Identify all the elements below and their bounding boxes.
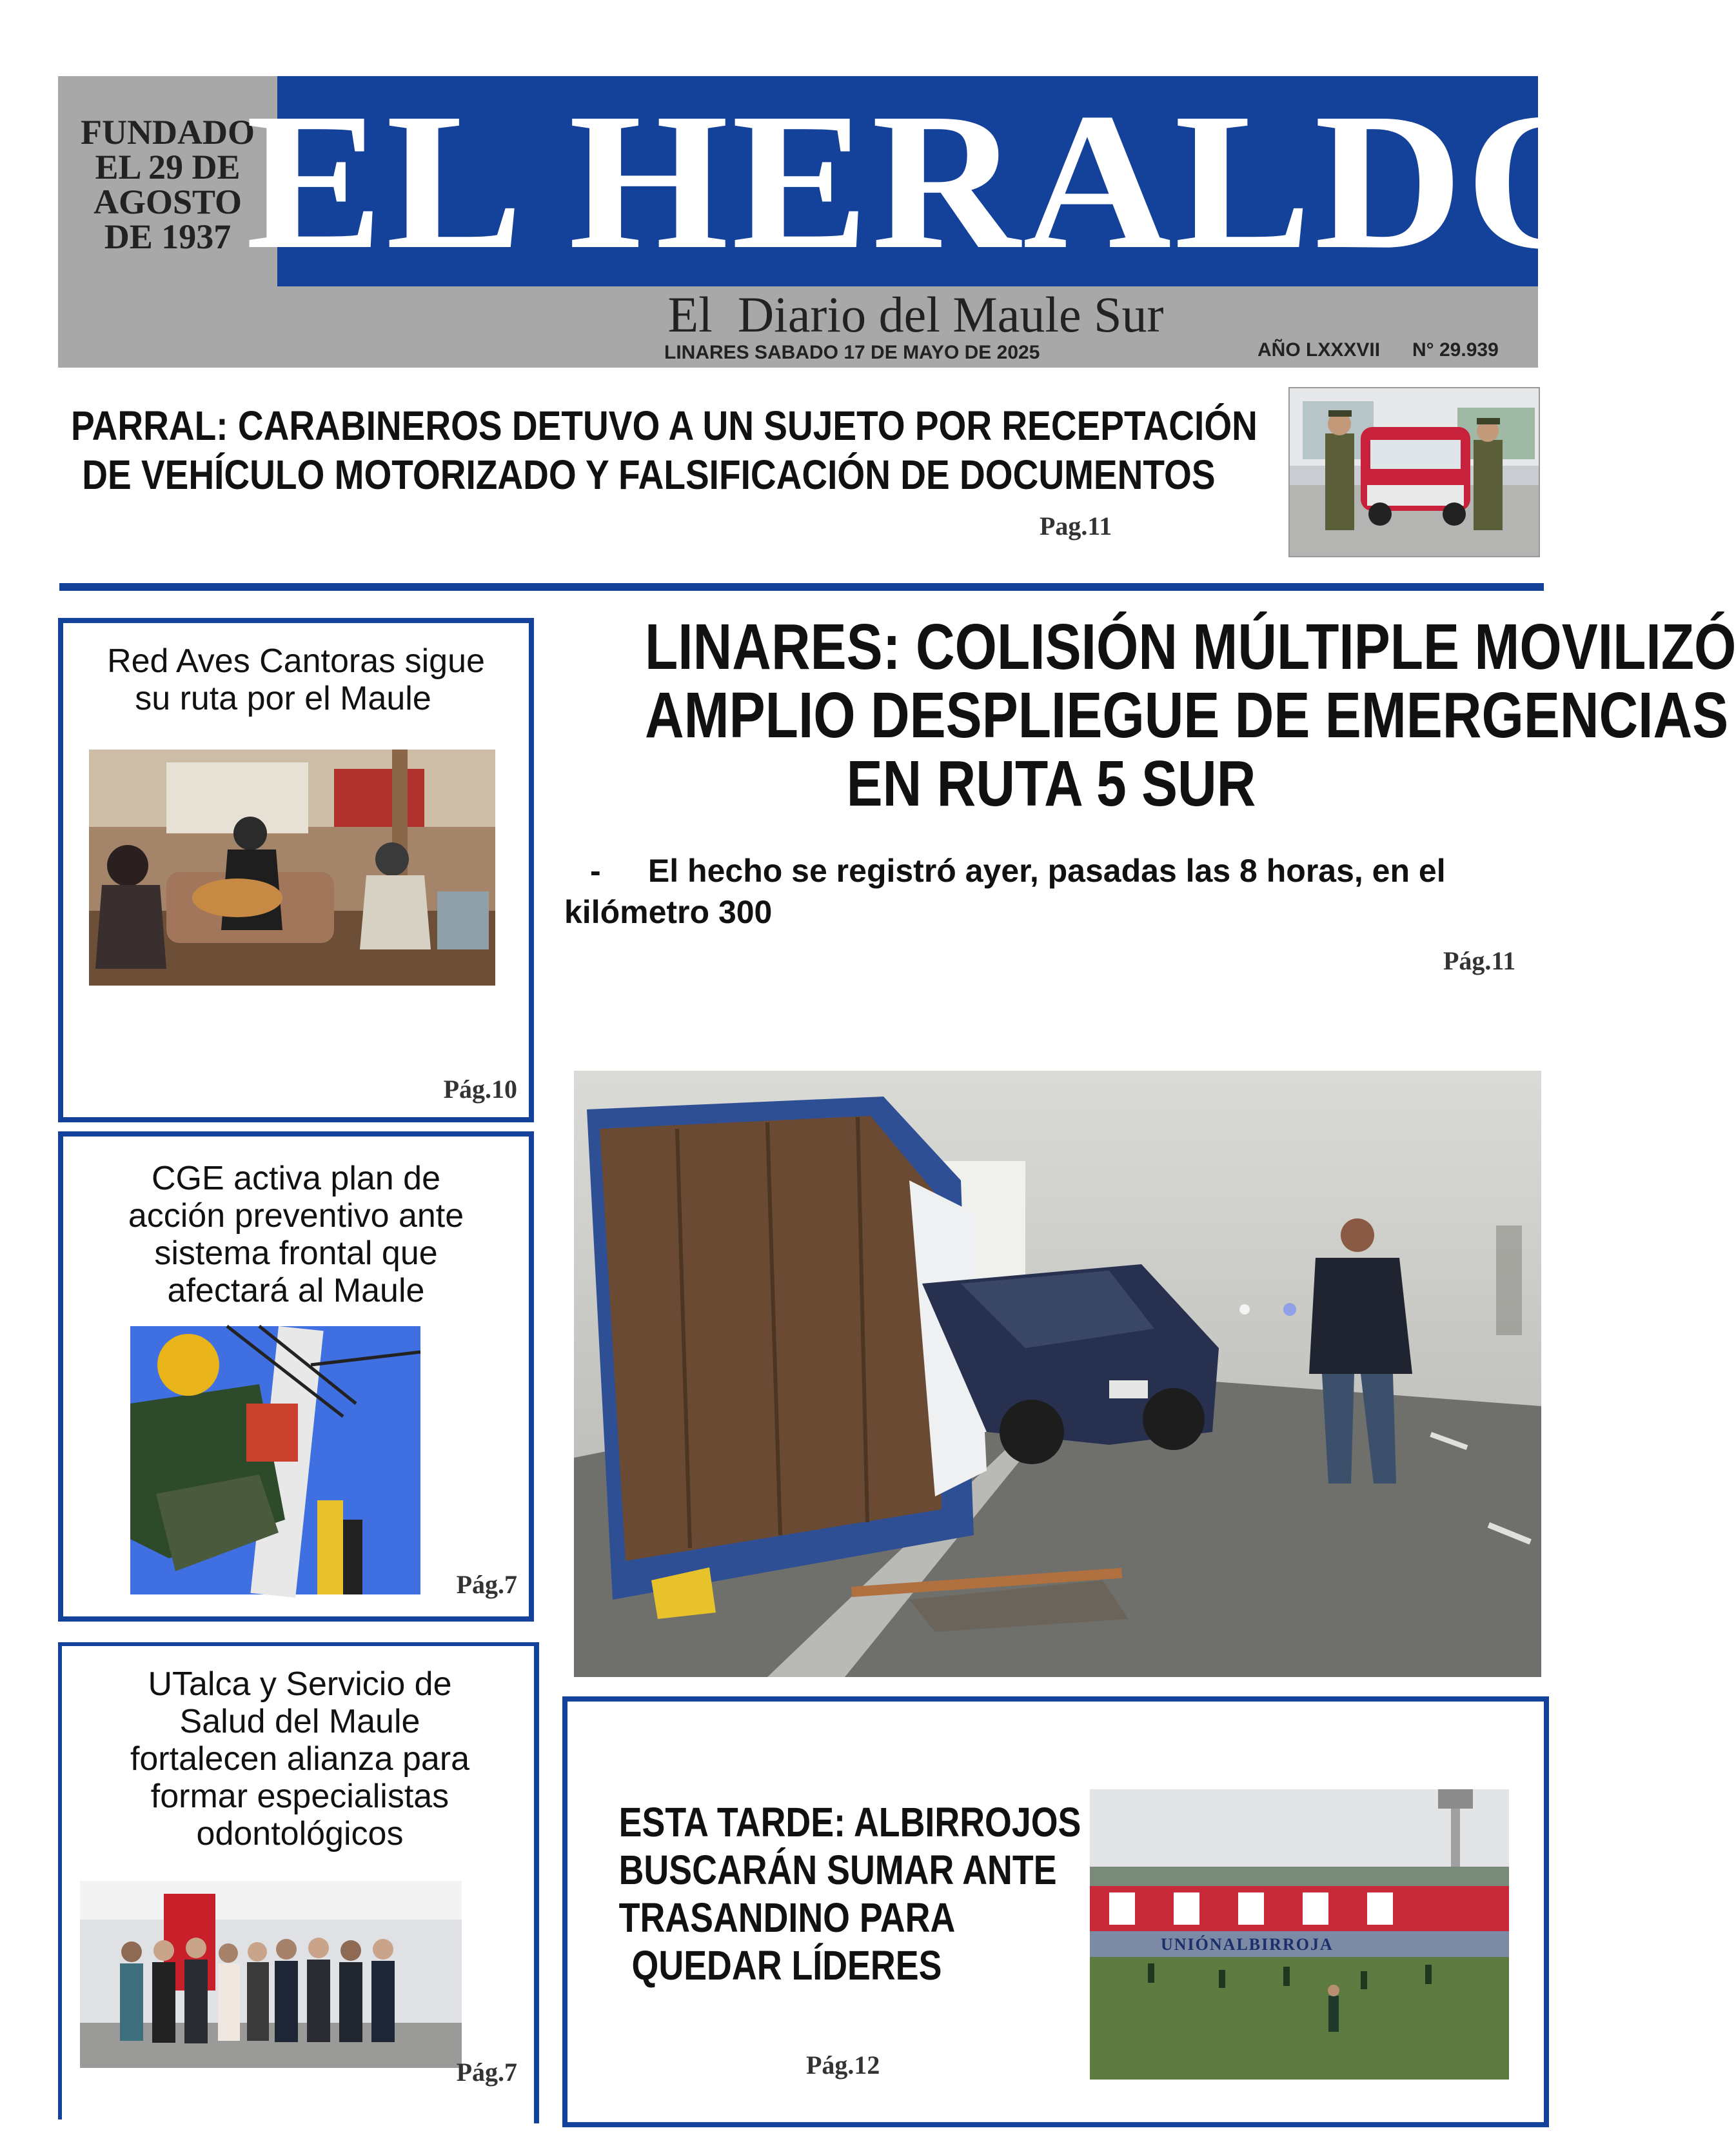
- crash-photo: [574, 1071, 1541, 1677]
- headline-line: afectará al Maule: [167, 1272, 425, 1309]
- headline-line: DE VEHÍCULO MOTORIZADO Y FALSIFICACIÓN DE DOCUMENTOS: [82, 452, 1216, 498]
- headline-line: PARRAL: CARABINEROS DETUVO A UN SUJETO POR RECEPTACIÓN: [71, 402, 1258, 449]
- newspaper-title: EL HERALDO: [246, 72, 1629, 290]
- headline-line: Red Aves Cantoras sigue: [107, 642, 485, 680]
- side-story-headline: [62, 1665, 538, 1852]
- side-story-headline: [63, 1160, 529, 1309]
- bullet-dash: -: [590, 853, 601, 889]
- sports-headline: [587, 1798, 1081, 1989]
- founded-line: AGOSTO: [93, 183, 242, 221]
- headline-line: QUEDAR LÍDERES: [631, 1942, 942, 1989]
- headline-line: CGE activa plan de: [151, 1160, 441, 1197]
- headline-line: su ruta por el Maule: [135, 680, 431, 717]
- headline-line: Salud del Maule: [179, 1703, 420, 1740]
- section-divider: [59, 583, 1544, 591]
- headline-line: UTalca y Servicio de: [148, 1665, 452, 1703]
- headline-line: EN RUTA 5 SUR: [846, 748, 1256, 820]
- lineman-illustration: [130, 1326, 420, 1594]
- main-headline[interactable]: [567, 611, 1736, 820]
- side-story-card[interactable]: [58, 1642, 534, 2120]
- group-illustration: [80, 1881, 462, 2068]
- sports-story-card[interactable]: [562, 1696, 1549, 2127]
- headline-line: LINARES: COLISIÓN MÚLTIPLE MOVILIZÓ: [645, 611, 1736, 683]
- headline-line: odontológicos: [196, 1815, 404, 1852]
- side-story-card[interactable]: [58, 1131, 534, 1622]
- lead-text: kilómetro 300: [564, 894, 773, 930]
- stadium-banner-text: UNIÓNALBIRROJA: [1161, 1935, 1334, 1954]
- carabineros-illustration: [1290, 388, 1539, 556]
- headline-line: AMPLIO DESPLIEGUE DE EMERGENCIAS: [645, 679, 1729, 751]
- founded-line: DE 1937: [104, 217, 232, 256]
- issue-number: N° 29.939: [1412, 339, 1499, 361]
- side-story-headline: [63, 642, 529, 717]
- crash-illustration: [574, 1071, 1541, 1677]
- page-ref: Pág.10: [443, 1075, 517, 1104]
- lead-text: El hecho se registró ayer, pasadas las 8 horas, en el: [647, 853, 1446, 889]
- headline-line: sistema frontal que: [154, 1235, 438, 1272]
- top-story-headline[interactable]: [71, 401, 1258, 499]
- page-ref: Pag.11: [1040, 511, 1112, 541]
- founded-line: EL 29 DE: [95, 148, 241, 186]
- musicians-photo: [89, 750, 495, 986]
- headline-line: ESTA TARDE: ALBIRROJOS: [618, 1799, 1081, 1845]
- group-photo: [80, 1881, 462, 2068]
- main-lead: [564, 850, 1544, 933]
- page-ref: Pág.11: [1443, 946, 1516, 975]
- page-ref: Pág.12: [806, 2051, 880, 2080]
- headline-line: BUSCARÁN SUMAR ANTE: [618, 1847, 1057, 1893]
- lineman-photo: [130, 1326, 420, 1594]
- page-ref: Pág.7: [456, 1570, 517, 1599]
- stadium-photo: [1090, 1789, 1509, 2080]
- stadium-illustration: [1090, 1789, 1509, 2080]
- headline-line: formar especialistas: [150, 1778, 449, 1815]
- side-story-card[interactable]: [58, 618, 534, 1122]
- headline-line: fortalecen alianza para: [130, 1740, 470, 1778]
- founded-line: FUNDADO: [81, 113, 255, 152]
- musicians-illustration: [89, 750, 495, 986]
- founded-block: [64, 115, 271, 254]
- headline-line: acción preventivo ante: [128, 1197, 464, 1235]
- issue-year: AÑO LXXXVII: [1258, 339, 1381, 361]
- carabineros-photo: [1288, 387, 1540, 557]
- headline-line: TRASANDINO PARA: [618, 1894, 956, 1941]
- dateline: LINARES SABADO 17 DE MAYO DE 2025: [664, 342, 1040, 363]
- newspaper-subtitle: El Diario del Maule Sur: [667, 286, 1164, 343]
- page-ref: Pág.7: [456, 2058, 517, 2087]
